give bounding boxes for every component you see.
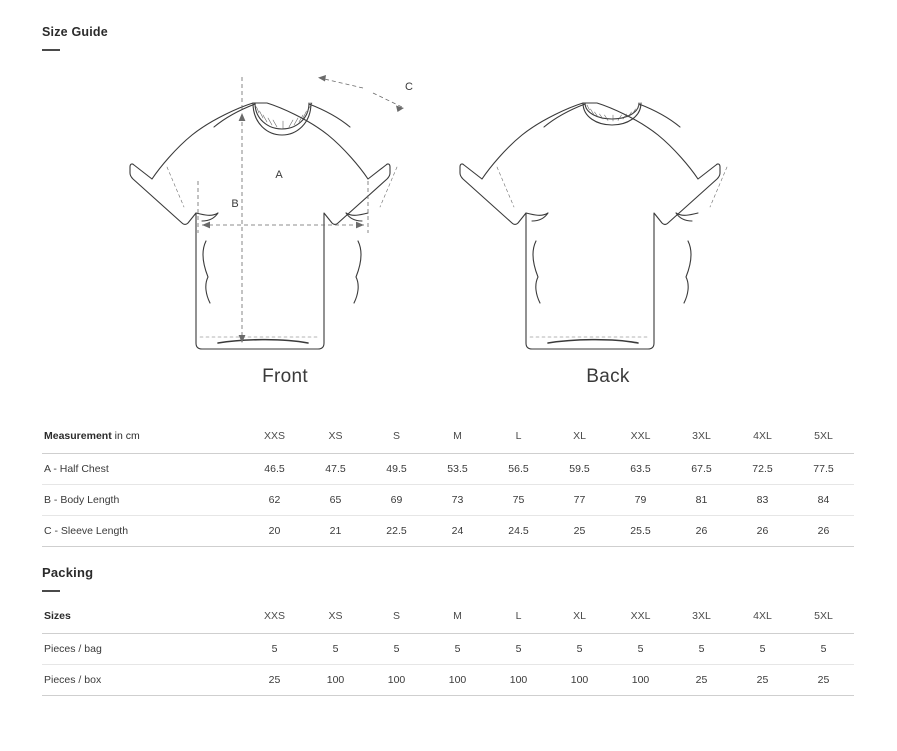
- cell: 47.5: [305, 454, 366, 485]
- packing-header-label: Sizes: [42, 605, 244, 634]
- packing-size-header-4xl: 4XL: [732, 605, 793, 634]
- cell: 5: [427, 634, 488, 665]
- cell: 100: [549, 665, 610, 696]
- row-label: Pieces / bag: [42, 634, 244, 665]
- cell: 24: [427, 516, 488, 547]
- cell: 5: [610, 634, 671, 665]
- cell: 83: [732, 485, 793, 516]
- size-header-3xl: 3XL: [671, 425, 732, 454]
- cell: 22.5: [366, 516, 427, 547]
- row-label: Pieces / box: [42, 665, 244, 696]
- cell: 25.5: [610, 516, 671, 547]
- cell: 100: [366, 665, 427, 696]
- row-label: B - Body Length: [42, 485, 244, 516]
- packing-table-body: [42, 634, 854, 696]
- size-guide-title: Size Guide: [42, 25, 108, 39]
- cell: 63.5: [610, 454, 671, 485]
- back-label: Back: [586, 366, 630, 387]
- cell: 5: [244, 634, 305, 665]
- front-label: Front: [262, 366, 308, 387]
- cell: 25: [732, 665, 793, 696]
- back-shirt-illustration: [450, 55, 780, 370]
- cell: 84: [793, 485, 854, 516]
- table-row: [42, 634, 854, 665]
- cell: 100: [488, 665, 549, 696]
- cell: 5: [488, 634, 549, 665]
- packing-title: Packing: [42, 565, 94, 580]
- cell: 46.5: [244, 454, 305, 485]
- cell: 5: [366, 634, 427, 665]
- annotation-a: A: [275, 169, 283, 181]
- front-shirt-illustration: [120, 55, 450, 370]
- measurement-header-bold: Measurement: [44, 430, 112, 442]
- cell: 81: [671, 485, 732, 516]
- packing-size-header-xxs: XXS: [244, 605, 305, 634]
- cell: 5: [305, 634, 366, 665]
- row-label: C - Sleeve Length: [42, 516, 244, 547]
- cell: 5: [671, 634, 732, 665]
- annotation-b: B: [231, 198, 239, 210]
- cell: 25: [793, 665, 854, 696]
- packing-size-header-xl: XL: [549, 605, 610, 634]
- packing-size-header-xxl: XXL: [610, 605, 671, 634]
- cell: 100: [610, 665, 671, 696]
- table-header-row: [42, 425, 854, 454]
- cell: 26: [671, 516, 732, 547]
- cell: 77.5: [793, 454, 854, 485]
- cell: 24.5: [488, 516, 549, 547]
- cell: 65: [305, 485, 366, 516]
- cell: 25: [671, 665, 732, 696]
- cell: 26: [732, 516, 793, 547]
- cell: 62: [244, 485, 305, 516]
- packing-size-header-5xl: 5XL: [793, 605, 854, 634]
- row-label: A - Half Chest: [42, 454, 244, 485]
- cell: 100: [305, 665, 366, 696]
- measurement-table-body: [42, 454, 854, 547]
- cell: 5: [549, 634, 610, 665]
- measurement-table: [42, 425, 854, 547]
- cell: 79: [610, 485, 671, 516]
- size-header-xxs: XXS: [244, 425, 305, 454]
- measurement-table-head: [42, 425, 854, 454]
- cell: 100: [427, 665, 488, 696]
- cell: 67.5: [671, 454, 732, 485]
- table-row: [42, 485, 854, 516]
- cell: 77: [549, 485, 610, 516]
- packing-table-head: [42, 605, 854, 634]
- packing-size-header-s: S: [366, 605, 427, 634]
- packing-size-header-m: M: [427, 605, 488, 634]
- cell: 72.5: [732, 454, 793, 485]
- cell: 73: [427, 485, 488, 516]
- measurement-header-label: [42, 425, 244, 454]
- size-header-4xl: 4XL: [732, 425, 793, 454]
- cell: 25: [244, 665, 305, 696]
- cell: 59.5: [549, 454, 610, 485]
- cell: 49.5: [366, 454, 427, 485]
- size-header-xxl: XXL: [610, 425, 671, 454]
- table-header-row: [42, 605, 854, 634]
- table-row: [42, 665, 854, 696]
- packing-size-header-xs: XS: [305, 605, 366, 634]
- size-header-5xl: 5XL: [793, 425, 854, 454]
- cell: 25: [549, 516, 610, 547]
- cell: 5: [793, 634, 854, 665]
- table-row: [42, 454, 854, 485]
- size-header-s: S: [366, 425, 427, 454]
- size-header-xs: XS: [305, 425, 366, 454]
- measurement-header-unit: in cm: [111, 430, 140, 442]
- cell: 5: [732, 634, 793, 665]
- packing-underline: [42, 590, 60, 592]
- cell: 26: [793, 516, 854, 547]
- packing-size-header-l: L: [488, 605, 549, 634]
- size-header-l: L: [488, 425, 549, 454]
- size-header-m: M: [427, 425, 488, 454]
- packing-table: [42, 605, 854, 696]
- cell: 75: [488, 485, 549, 516]
- table-row: [42, 516, 854, 547]
- packing-size-header-3xl: 3XL: [671, 605, 732, 634]
- cell: 21: [305, 516, 366, 547]
- cell: 56.5: [488, 454, 549, 485]
- title-underline: [42, 49, 60, 51]
- size-header-xl: XL: [549, 425, 610, 454]
- cell: 69: [366, 485, 427, 516]
- cell: 53.5: [427, 454, 488, 485]
- cell: 20: [244, 516, 305, 547]
- annotation-c: C: [405, 81, 413, 93]
